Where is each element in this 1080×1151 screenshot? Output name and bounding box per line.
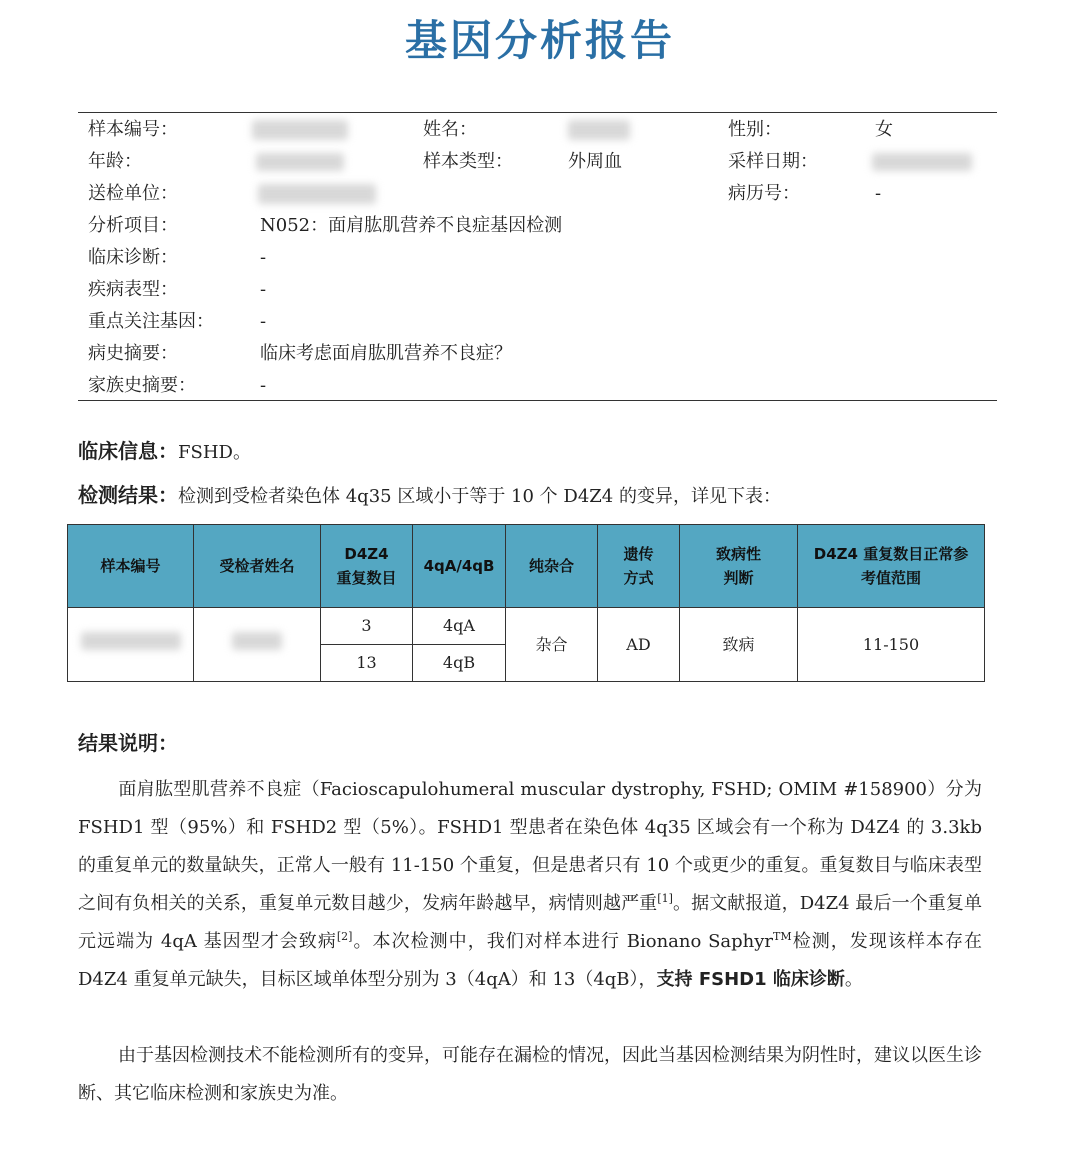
- phenotype-label: 疾病表型：: [88, 279, 178, 300]
- result-table: [67, 524, 985, 682]
- th-inheritance-line2: 方式: [623, 569, 654, 587]
- gender-value: 女: [875, 119, 893, 140]
- family-value: -: [260, 375, 267, 396]
- gender-label: 性别：: [728, 119, 782, 140]
- th-ref-range: [798, 525, 985, 608]
- diagnosis-value: -: [260, 247, 267, 268]
- sample-type-label: 样本类型：: [423, 151, 513, 172]
- th-d4z4-repeat: [321, 525, 413, 608]
- family-label: 家族史摘要：: [88, 375, 196, 396]
- clinical-info-label: 临床信息：: [78, 439, 178, 463]
- th-sample-no: 样本编号: [68, 525, 194, 608]
- cell-subject-name: [194, 608, 321, 682]
- p1-part-a: 面肩肱型肌营养不良症（Facioscapulohumeral muscular dystrophy, FSHD; OMIM #158900）分为 FSHD1 型（95%）和 FSHD2 型（5%）。FSHD1 型患者在染色体 4q35 区域会有一个称为 D4Z4 的 3.3kb 的重复单元的数量缺失，正常人一般有 11-150 个重复，但是患者只有 10 个或更少的重复。重复数目与临床表型之间有负相关的关系，重复单元数目越少，发病年龄越早，病情则越严重: [78, 779, 982, 914]
- info-top-rule: [78, 112, 997, 113]
- trademark: TM: [773, 930, 792, 943]
- cell-inheritance: AD: [598, 608, 680, 682]
- detection-result: [78, 481, 781, 511]
- th-inheritance: [598, 525, 680, 608]
- th-haplotype: 4qA/4qB: [413, 525, 506, 608]
- name-label: 姓名：: [423, 119, 477, 140]
- th-subject-name: 受检者姓名: [194, 525, 321, 608]
- cell-pathogenicity: 致病: [680, 608, 798, 682]
- sample-type-value: 外周血: [568, 151, 622, 172]
- record-label: 病历号：: [728, 183, 800, 204]
- p1-part-b: 。据文献报道，D4Z4 最后一个重复单元远端为 4qA 基因型才会致病: [78, 893, 982, 952]
- project-label: 分析项目：: [88, 215, 178, 236]
- detection-result-value: 检测到受检者染色体 4q35 区域小于等于 10 个 D4Z4 的变异，详见下表：: [178, 486, 781, 507]
- collect-date-label: 采样日期：: [728, 151, 818, 172]
- p1-conclusion: 支持 FSHD1 临床诊断: [656, 969, 845, 990]
- cell-repeat-1: 3: [321, 608, 413, 645]
- p1-part-d: 检测，发现该样本存在 D4Z4 重复单元缺失，目标区域单体型分别为 3（4qA）和 13（4qB），: [78, 931, 983, 990]
- redacted-collect-date: [872, 153, 972, 171]
- focus-gene-label: 重点关注基因：: [88, 311, 214, 332]
- focus-gene-value: -: [260, 311, 267, 332]
- th-ref-line1: D4Z4 重复数目正常参: [813, 545, 969, 563]
- explanation-paragraph-1: [78, 771, 982, 999]
- ref-1: [1]: [657, 892, 673, 905]
- redacted-age: [256, 153, 344, 171]
- th-pathogenicity-line2: 判断: [723, 569, 754, 587]
- explanation-heading: [78, 729, 178, 757]
- cell-haplotype-1: 4qA: [413, 608, 506, 645]
- cell-ref-range: 11-150: [798, 608, 985, 682]
- sample-no-label: 样本编号：: [88, 119, 178, 140]
- cell-sample-no: [68, 608, 194, 682]
- th-d4z4-line1: D4Z4: [344, 545, 389, 563]
- info-bottom-rule: [78, 400, 997, 401]
- th-ref-line2: 考值范围: [860, 569, 921, 587]
- project-value: N052：面肩肱肌营养不良症基因检测: [260, 215, 563, 236]
- phenotype-value: -: [260, 279, 267, 300]
- redacted-unit: [258, 184, 376, 204]
- clinical-info-value: FSHD。: [178, 442, 251, 463]
- th-pathogenicity: [680, 525, 798, 608]
- p1-end: 。: [844, 969, 863, 990]
- redacted-cell-subject-name: [232, 632, 282, 650]
- cell-zygosity: 杂合: [506, 608, 598, 682]
- explanation-label: 结果说明：: [78, 731, 178, 755]
- ref-2: [2]: [336, 930, 353, 943]
- cell-haplotype-2: 4qB: [413, 645, 506, 682]
- explanation-paragraph-2: [78, 1037, 982, 1113]
- th-zygosity: 纯杂合: [506, 525, 598, 608]
- table-header-row: [68, 525, 985, 608]
- redacted-cell-sample-no: [81, 632, 181, 650]
- report-title: 基因分析报告: [404, 16, 675, 65]
- cell-repeat-2: 13: [321, 645, 413, 682]
- th-d4z4-line2: 重复数目: [336, 569, 397, 587]
- th-inheritance-line1: 遗传: [623, 545, 654, 563]
- redacted-sample-no: [252, 120, 348, 140]
- history-label: 病史摘要：: [88, 343, 178, 364]
- diagnosis-label: 临床诊断：: [88, 247, 178, 268]
- table-row: [68, 608, 985, 645]
- p1-part-c: 。本次检测中，我们对样本进行 Bionano Saphyr: [352, 931, 774, 952]
- age-label: 年龄：: [88, 151, 142, 172]
- th-pathogenicity-line1: 致病性: [715, 545, 761, 563]
- unit-label: 送检单位：: [88, 183, 178, 204]
- clinical-info: [78, 437, 251, 467]
- history-value: 临床考虑面肩肱肌营养不良症？: [260, 343, 512, 364]
- record-value: -: [875, 183, 882, 204]
- p2-text: 由于基因检测技术不能检测所有的变异，可能存在漏检的情况，因此当基因检测结果为阴性时，建议以医生诊断、其它临床检测和家族史为准。: [78, 1045, 982, 1104]
- detection-result-label: 检测结果：: [78, 483, 178, 507]
- redacted-name: [568, 120, 630, 140]
